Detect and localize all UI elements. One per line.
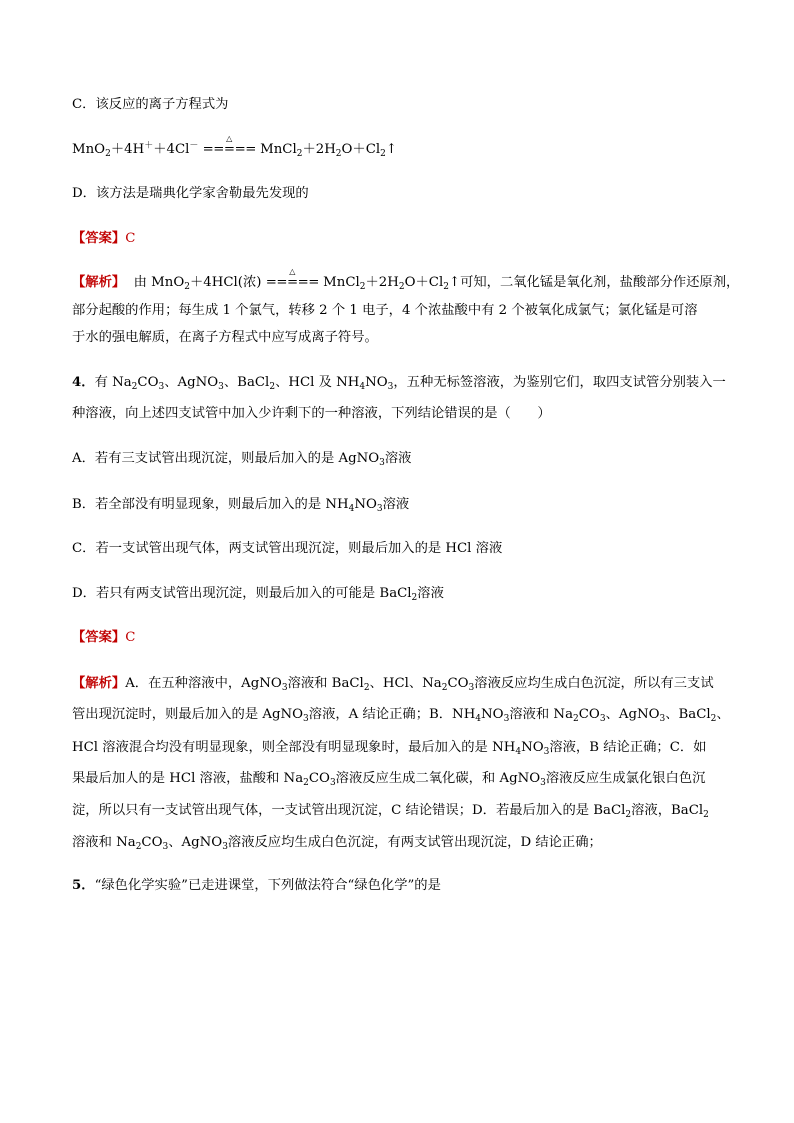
sub: 2 — [184, 282, 190, 292]
stem-text: 、BaCl — [223, 375, 270, 390]
analysis-text: 管出现沉淀时，则最后加入的是 AgNO — [72, 707, 304, 722]
delta-symbol: △ — [226, 134, 233, 143]
analysis-text: 溶液和 Na — [509, 707, 573, 722]
analysis-text: MnCl — [323, 275, 360, 290]
analysis-text: 果最后加人的是 HCl 溶液，盐酸和 Na — [72, 771, 304, 786]
heat-arrow — [265, 267, 319, 291]
sub: 2 — [703, 810, 709, 820]
analysis-text: ＋2H — [365, 275, 399, 290]
option-text: B．若全部没有明显现象，则最后加入的是 NH — [72, 497, 349, 512]
eq-term: O＋Cl — [341, 142, 381, 157]
analysis-text: 、AgNO — [168, 835, 223, 850]
question-4-option-c — [72, 541, 502, 557]
sub: 3 — [281, 683, 288, 693]
analysis-text: CO — [308, 771, 330, 786]
stem-text: 、HCl 及 NH — [275, 375, 360, 390]
analysis-2-line-4 — [72, 771, 705, 787]
question-4-option-b — [72, 497, 409, 513]
stem-text: NO — [365, 375, 388, 390]
heat-arrow — [202, 134, 256, 158]
analysis-text: 溶液和 BaCl — [287, 676, 364, 691]
sub: 2 — [441, 683, 448, 693]
sub: 3 — [503, 714, 510, 724]
question-4-stem-line-1 — [72, 375, 726, 391]
sub: 3 — [162, 842, 169, 852]
question-number: 4． — [72, 375, 95, 390]
analysis-text: 、HCl、Na — [369, 676, 442, 691]
answer-1 — [72, 231, 135, 247]
sub: 3 — [379, 458, 385, 468]
analysis-text: ↑可知，二氧化锰是氧化剂，盐酸部分作还原剂， — [448, 275, 740, 290]
question-number: 5． — [72, 878, 95, 893]
eq-term: ＋4Cl — [153, 142, 190, 157]
analysis-tag: 【解析】 — [72, 275, 126, 290]
analysis-text: 溶液反应生成二氧化碳，和 AgNO — [335, 771, 541, 786]
sub: 3 — [303, 714, 309, 724]
eq-sup: － — [189, 141, 199, 151]
analysis-2-line-2 — [72, 707, 730, 723]
analysis-text: 于水的强电解质，在离子方程式中应写成离子符号。 — [72, 330, 378, 345]
sub: 3 — [468, 683, 475, 693]
analysis-2-line-6 — [72, 835, 602, 851]
answer-value: C — [125, 630, 136, 645]
question-5-stem — [72, 878, 441, 894]
sub: 2 — [573, 714, 579, 724]
stem-text: ，五种无标签溶液，为鉴别它们，取四支试管分别装入一 — [393, 375, 726, 390]
sub: 2 — [625, 810, 632, 820]
sub: 3 — [599, 714, 606, 724]
sub: 3 — [158, 382, 165, 392]
option-c-text: C．该反应的离子方程式为 — [72, 97, 229, 112]
option-text: 溶液 — [384, 451, 412, 466]
sub: 3 — [218, 382, 224, 392]
option-d-prev — [72, 186, 309, 202]
eq-term: ＋2H — [302, 142, 336, 157]
analysis-text: 溶液反应生成氯化银白色沉 — [545, 771, 706, 786]
eq-arrow: ===== — [265, 275, 319, 290]
analysis-text: CO — [447, 676, 469, 691]
option-d-text: D．该方法是瑞典化学家舍勒最先发现的 — [72, 186, 309, 201]
analysis-text: 、AgNO — [605, 707, 660, 722]
sub: 3 — [376, 504, 383, 514]
analysis-text: O＋Cl — [404, 275, 444, 290]
stem-text: “绿色化学实验”已走进课堂，下列做法符合“绿色化学”的是 — [94, 878, 441, 893]
sub: 3 — [222, 842, 228, 852]
stem-text: 、AgNO — [164, 375, 219, 390]
sub: 2 — [411, 593, 418, 603]
sub: 2 — [303, 778, 309, 788]
analysis-2-line-1 — [72, 676, 714, 692]
eq-sub: 2 — [380, 149, 386, 159]
stem-text: 有 Na — [94, 375, 132, 390]
sub: 3 — [540, 778, 546, 788]
option-text: NO — [354, 497, 377, 512]
answer-tag: 【答案】 — [72, 231, 126, 246]
sub: 4 — [475, 714, 482, 724]
question-4-stem-line-2 — [72, 406, 551, 422]
option-text: C．若一支试管出现气体，两支试管出现沉淀，则最后加入的是 HCl 溶液 — [72, 541, 503, 556]
option-text: 溶液 — [417, 586, 444, 601]
sub: 3 — [329, 778, 336, 788]
analysis-tag: 【解析】 — [72, 676, 126, 691]
analysis-text: 淀，所以只有一支试管出现气体，一支试管出现沉淀，C 结论错误；D．若最后加入的是 BaCl — [72, 803, 626, 818]
sub: 4 — [359, 382, 366, 392]
sub: 2 — [710, 714, 717, 724]
answer-value: C — [125, 231, 136, 246]
analysis-text: NO — [481, 707, 504, 722]
eq-arrow: ===== — [202, 142, 256, 157]
sub: 3 — [387, 382, 394, 392]
analysis-text: ＋4HCl(浓) — [190, 275, 262, 290]
question-4-option-d — [72, 586, 444, 602]
eq-sup: ＋ — [144, 141, 154, 151]
eq-term: MnO — [72, 142, 106, 157]
option-text: A．若有三支试管出现沉淀，则最后加入的是 AgNO — [72, 451, 380, 466]
ionic-equation — [72, 134, 398, 159]
sub: 4 — [348, 504, 355, 514]
analysis-text: 溶液和 Na — [72, 835, 136, 850]
sub: 2 — [443, 282, 449, 292]
analysis-text: 、BaCl — [665, 707, 711, 722]
analysis-text: 溶液，A 结论正确；B．NH — [308, 707, 476, 722]
analysis-text: 溶液，B 结论正确；C．如 — [549, 740, 707, 755]
analysis-2-line-5 — [72, 803, 709, 819]
gas-arrow: ↑ — [385, 142, 398, 157]
analysis-text: A．在五种溶液中，AgNO — [125, 676, 282, 691]
eq-term: MnCl — [260, 142, 297, 157]
option-text: 溶液 — [382, 497, 410, 512]
sub: 3 — [659, 714, 666, 724]
analysis-text: 、 — [716, 707, 730, 722]
analysis-text: 由 MnO — [133, 275, 185, 290]
sub: 2 — [363, 683, 370, 693]
answer-tag: 【答案】 — [72, 630, 126, 645]
sub: 2 — [131, 382, 138, 392]
stem-text: CO — [137, 375, 159, 390]
option-c-prev — [72, 97, 228, 113]
analysis-text: CO — [578, 707, 600, 722]
analysis-1-line-1 — [72, 267, 740, 292]
analysis-text: 溶液反应均生成白色沉淀，所以有三支试 — [474, 676, 714, 691]
sub: 2 — [398, 282, 405, 292]
delta-symbol: △ — [289, 267, 296, 276]
analysis-text: CO — [141, 835, 163, 850]
analysis-2-line-3 — [72, 740, 706, 756]
analysis-text: NO — [521, 740, 544, 755]
answer-2 — [72, 630, 135, 646]
question-4-option-a — [72, 451, 411, 467]
sub: 2 — [359, 282, 366, 292]
eq-sub: 2 — [105, 149, 111, 159]
analysis-1-line-2 — [72, 303, 698, 319]
analysis-text: 溶液，BaCl — [631, 803, 704, 818]
option-text: D．若只有两支试管出现沉淀，则最后加入的可能是 BaCl — [72, 586, 412, 601]
sub: 2 — [269, 382, 276, 392]
sub: 4 — [515, 747, 522, 757]
analysis-text: 部分起酸的作用；每生成 1 个氯气，转移 2 个 1 电子，4 个浓盐酸中有 2 个被氧化成氯气；氯化锰是可溶 — [72, 303, 698, 318]
sub: 2 — [135, 842, 142, 852]
analysis-text: HCl 溶液混合均没有明显现象，则全部没有明显现象时，最后加入的是 NH — [72, 740, 516, 755]
analysis-text: 溶液反应均生成白色沉淀，有两支试管出现沉淀，D 结论正确； — [227, 835, 602, 850]
eq-sub: 2 — [296, 149, 303, 159]
eq-sub: 2 — [335, 149, 342, 159]
eq-term: ＋4H — [110, 142, 145, 157]
stem-text: 种溶液，向上述四支试管中加入少许剩下的一种溶液，下列结论错误的是（ ） — [72, 406, 551, 421]
analysis-1-line-3 — [72, 330, 378, 346]
sub: 3 — [543, 747, 550, 757]
